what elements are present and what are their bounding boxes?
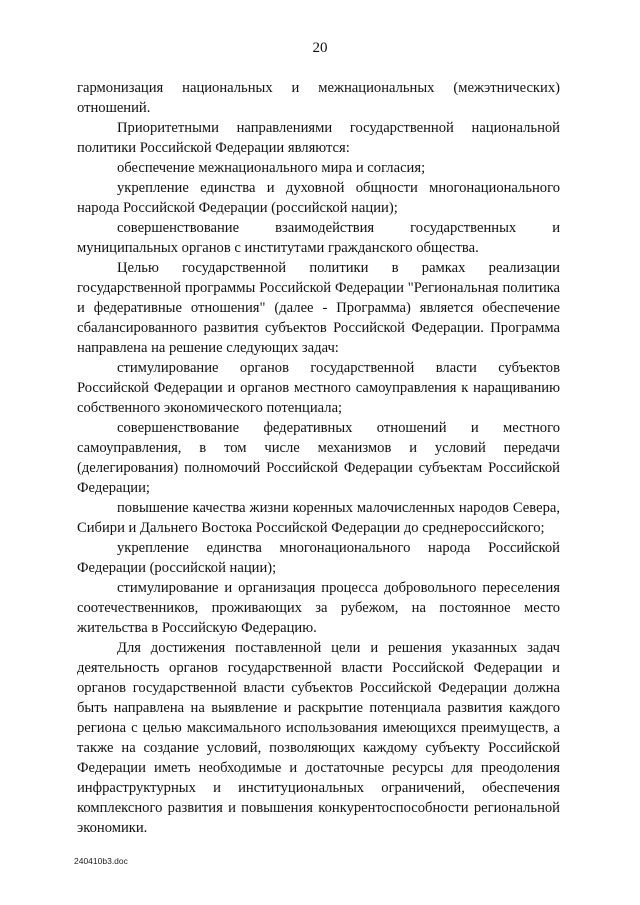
paragraph: Приоритетными направлениями государственной национальной политики Российской Федерации являются: bbox=[77, 120, 560, 156]
list-item: укрепление единства и духовной общности многонационального народа Российской Федерации (российской нации); bbox=[77, 180, 560, 216]
document-body bbox=[77, 78, 560, 838]
footer-filename: 240410b3.doc bbox=[74, 856, 128, 866]
paragraph: гармонизация национальных и межнациональных (межэтнических) отношений. bbox=[77, 80, 560, 116]
list-item: обеспечение межнационального мира и согласия; bbox=[117, 160, 426, 176]
list-item: укрепление единства многонационального народа Российской Федерации (российской нации); bbox=[77, 540, 560, 576]
list-item: совершенствование взаимодействия государственных и муниципальных органов с институтами гражданского общества. bbox=[77, 220, 560, 256]
list-item: стимулирование органов государственной власти субъектов Российской Федерации и органов местного самоуправления к наращиванию собственного экономического потенциала; bbox=[77, 360, 560, 416]
list-item: повышение качества жизни коренных малочисленных народов Севера, Сибири и Дальнего Востока Российской Федерации до среднероссийского; bbox=[77, 500, 560, 536]
page-number: 20 bbox=[312, 40, 328, 56]
list-item: совершенствование федеративных отношений и местного самоуправления, в том числе механизмов и условий передачи (делегирования) полномочий Российской Федерации субъектам Российской Федерации; bbox=[77, 420, 560, 496]
paragraph: Для достижения поставленной цели и решения указанных задач деятельность органов государственной власти Российской Федерации и органов государственной власти субъектов Российской Федерации должна быть направлена на выявление и раскрытие потенциала развития каждого региона с целью максимального использования имеющихся преимуществ, а также на создание условий, позволяющих каждому субъекту Российской Федерации иметь необходимые и достаточные ресурсы для преодоления инфраструктурных и институциональных ограничений, обеспечения комплексного развития и повышения конкурентоспособности региональной экономики. bbox=[77, 640, 560, 836]
paragraph: Целью государственной политики в рамках реализации государственной программы Российской Федерации "Региональная политика и федеративные отношения" (далее - Программа) является обеспечение сбалансированного развития субъектов Российской Федерации. Программа направлена на решение следующих задач: bbox=[77, 260, 560, 356]
list-item: стимулирование и организация процесса добровольного переселения соотечественников, проживающих за рубежом, на постоянное место жительства в Российскую Федерацию. bbox=[77, 580, 560, 636]
